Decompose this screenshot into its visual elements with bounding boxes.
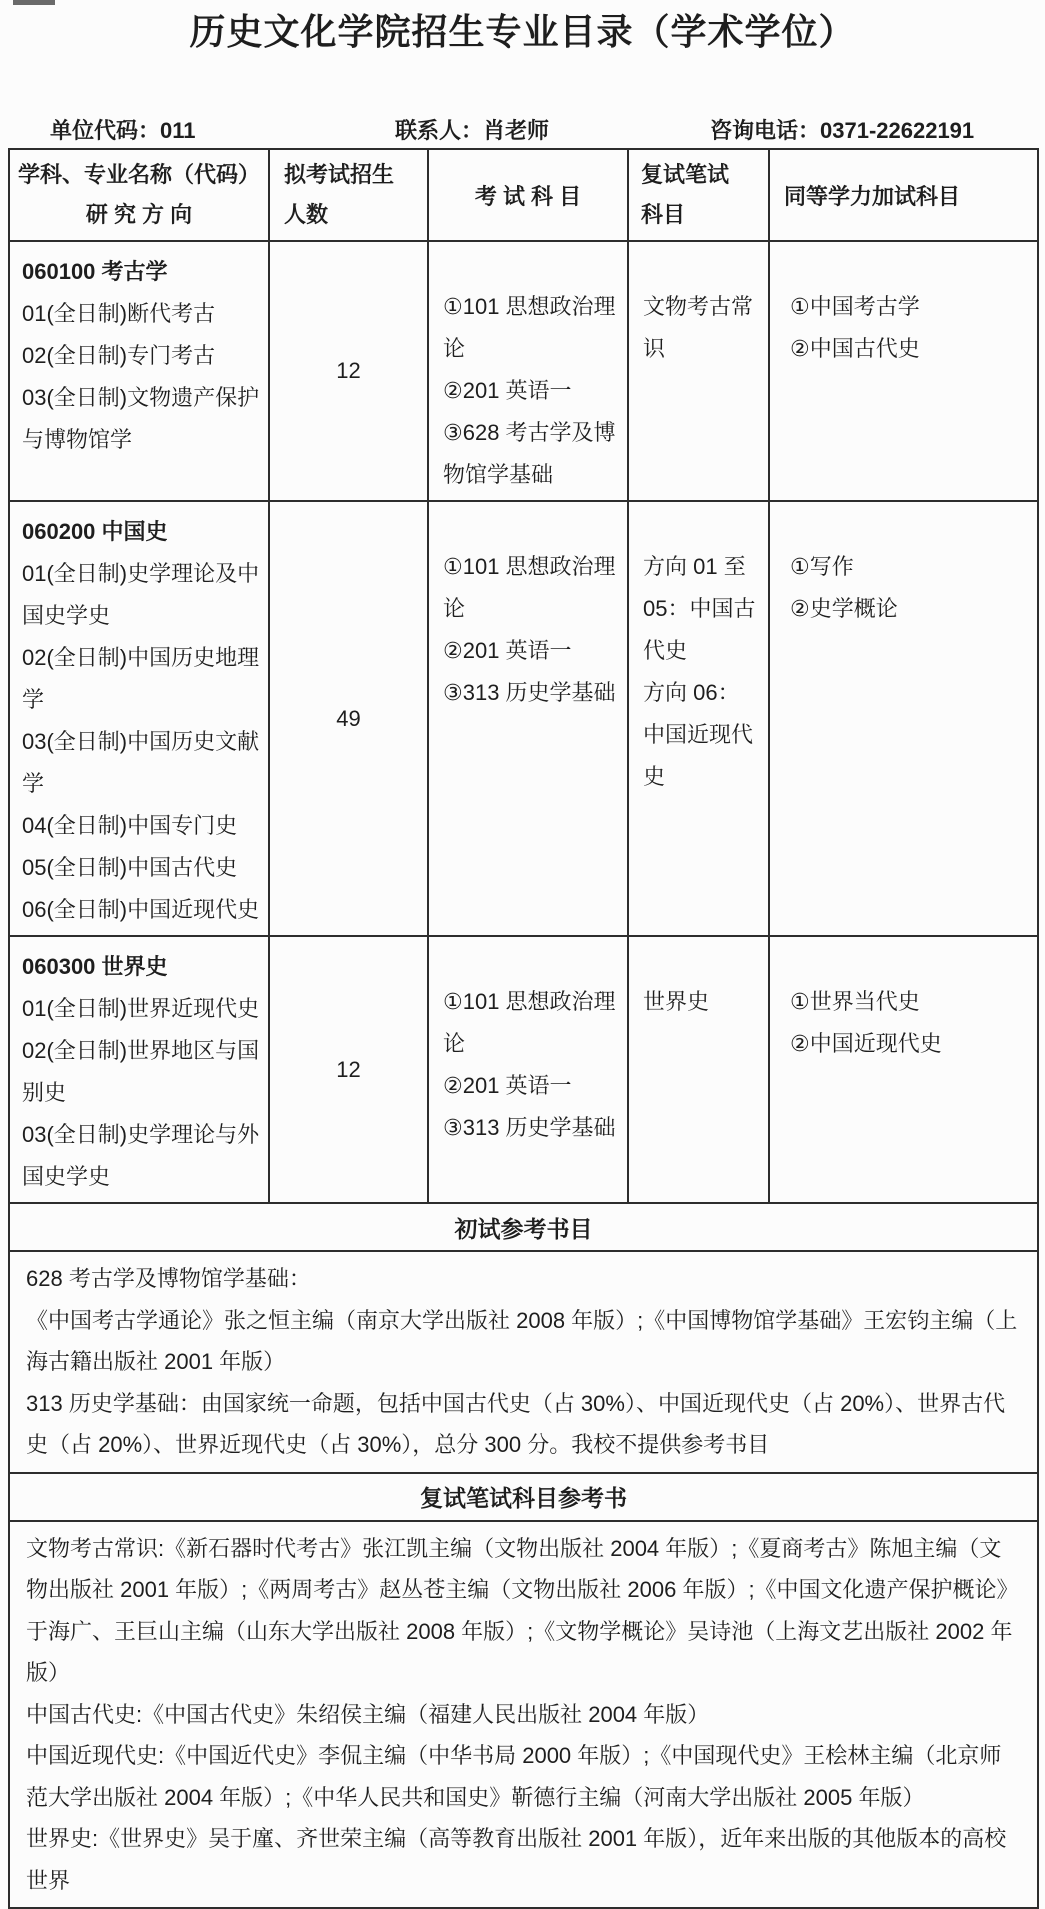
exam-subject-item: ③313 历史学基础 [443, 680, 616, 705]
retest-subject-item: 文物考古常识 [643, 294, 754, 361]
additional-subject-list [790, 286, 1027, 370]
page-title: 历史文化学院招生专业目录（学术学位） [189, 11, 856, 52]
contact-person: 联系人：肖老师 [395, 118, 550, 143]
initial-exam-bibliography-title: 初试参考书目 [9, 1203, 1038, 1251]
exam-subject-item: ①101 思想政治理论 [443, 989, 616, 1056]
direction-item: 02(全日制)专门考古 [22, 343, 216, 368]
direction-item: 05(全日制)中国古代史 [22, 855, 238, 880]
exam-subject-item: ③628 考古学及博物馆学基础 [443, 420, 616, 487]
program-name-cell [9, 936, 269, 1203]
header-discipline [9, 149, 269, 241]
retest-bibliography-title: 复试笔试科目参考书 [9, 1473, 1038, 1521]
header-retest-line1: 复试笔试 [641, 162, 730, 187]
enrollment-cell: 12 [269, 936, 428, 1203]
bibliography-paragraph: 628 考古学及博物馆学基础： [26, 1266, 311, 1291]
additional-subject-item: ②史学概论 [790, 596, 898, 621]
header-retest-line2: 科目 [641, 202, 686, 227]
exam-subject-item: ②201 英语一 [443, 1073, 572, 1098]
direction-item: 06(全日制)中国近现代史 [22, 897, 260, 922]
bibliography-paragraph: 世界史:《世界史》吴于廑、齐世荣主编（高等教育出版社 2001 年版），近年来出版的其他版本的高校世界 [26, 1826, 1007, 1893]
exam-subject-item: ③313 历史学基础 [443, 1115, 616, 1140]
program-row-archaeology [9, 241, 1038, 501]
bibliography-paragraph: 313 历史学基础：由国家统一命题，包括中国古代史（占 30%）、中国近现代史（占 20%）、世界古代史（占 20%）、世界近现代史（占 30%），总分 300 分。我校不提供参考书目 [26, 1390, 1006, 1457]
contact-phone: 咨询电话：0371-22622191 [710, 118, 975, 143]
exam-subject-list [443, 286, 617, 496]
section-band-row [9, 1473, 1038, 1521]
retest-subject-item: 方向 01 至 05：中国古代史 [643, 554, 756, 663]
header-exam-subjects: 考 试 科 目 [428, 149, 628, 241]
retest-subject-list [643, 981, 760, 1023]
header-discipline-line2: 研 究 方 向 [85, 202, 193, 227]
program-code: 060200 中国史 [22, 519, 168, 544]
exam-subjects-cell [428, 241, 628, 501]
direction-list [22, 293, 260, 461]
section-band-row [9, 1203, 1038, 1251]
bibliography-paragraph-list [26, 1528, 1023, 1902]
admission-catalog-table [8, 148, 1039, 1909]
additional-subjects-cell [769, 241, 1038, 501]
retest-subject-cell [628, 501, 769, 936]
program-row-chinese-history [9, 501, 1038, 936]
exam-subject-list [443, 981, 617, 1149]
program-name-cell [9, 501, 269, 936]
enrollment-cell: 49 [269, 501, 428, 936]
direction-item: 01(全日制)世界近现代史 [22, 996, 260, 1021]
header-enrollment-line1: 拟考试招生 [284, 162, 395, 187]
additional-subject-item: ①写作 [790, 554, 854, 579]
program-name-cell [9, 241, 269, 501]
additional-subject-list [790, 546, 1027, 630]
header-enrollment [269, 149, 428, 241]
section-text-row [9, 1521, 1038, 1909]
direction-list [22, 988, 260, 1198]
retest-subject-item: 世界史 [643, 989, 710, 1014]
additional-subject-item: ②中国古代史 [790, 336, 920, 361]
exam-subject-item: ①101 思想政治理论 [443, 554, 616, 621]
direction-item: 03(全日制)史学理论与外国史学史 [22, 1122, 260, 1189]
contact-info-row [0, 114, 1045, 146]
bibliography-paragraph: 文物考古常识:《新石器时代考古》张江凯主编（文物出版社 2004 年版）;《夏商考古》陈旭主编（文物出版社 2001 年版）;《两周考古》赵丛苍主编（文物出版社 2006 年版）;《中国文化遗产保护概论》于海广、王巨山主编（山东大学出版社 2008 年版）;《文物学概论》吴诗池（上海文艺出版社 2002 年版） [26, 1535, 1019, 1685]
header-discipline-line1: 学科、专业名称（代码） [17, 162, 260, 187]
bibliography-paragraph-list [26, 1258, 1023, 1466]
exam-subject-list [443, 546, 617, 714]
header-retest-subjects [628, 149, 769, 241]
exam-subjects-cell [428, 501, 628, 936]
direction-item: 02(全日制)中国历史地理学 [22, 645, 260, 712]
exam-subjects-cell [428, 936, 628, 1203]
additional-subject-item: ①中国考古学 [790, 294, 920, 319]
retest-subject-cell [628, 241, 769, 501]
unit-code: 单位代码：011 [50, 118, 196, 143]
exam-subject-item: ①101 思想政治理论 [443, 294, 616, 361]
direction-item: 02(全日制)世界地区与国别史 [22, 1038, 260, 1105]
program-row-world-history [9, 936, 1038, 1203]
direction-item: 04(全日制)中国专门史 [22, 813, 238, 838]
direction-item: 01(全日制)史学理论及中国史学史 [22, 561, 260, 628]
retest-subject-list [643, 286, 760, 370]
header-additional-subjects: 同等学力加试科目 [769, 149, 1038, 241]
additional-subject-list [790, 981, 1027, 1065]
header-enrollment-line2: 人数 [284, 202, 329, 227]
additional-subject-item: ①世界当代史 [790, 989, 920, 1014]
retest-bibliography-text [9, 1521, 1038, 1909]
exam-subject-item: ②201 英语一 [443, 638, 572, 663]
section-text-row [9, 1251, 1038, 1473]
additional-subjects-cell [769, 936, 1038, 1203]
retest-subject-item: 方向 06：中国近现代史 [643, 680, 754, 789]
table-header-row [9, 149, 1038, 241]
program-code: 060300 世界史 [22, 954, 168, 979]
retest-subject-list [643, 546, 760, 798]
retest-subject-cell [628, 936, 769, 1203]
enrollment-cell: 12 [269, 241, 428, 501]
direction-item: 03(全日制)文物遗产保护与博物馆学 [22, 385, 260, 452]
direction-item: 03(全日制)中国历史文献学 [22, 729, 260, 796]
additional-subjects-cell [769, 501, 1038, 936]
additional-subject-item: ②中国近现代史 [790, 1031, 942, 1056]
initial-exam-bibliography-text [9, 1251, 1038, 1473]
bibliography-paragraph: 中国古代史:《中国古代史》朱绍侯主编（福建人民出版社 2004 年版） [26, 1701, 710, 1727]
program-code: 060100 考古学 [22, 259, 168, 284]
exam-subject-item: ②201 英语一 [443, 378, 572, 403]
direction-list [22, 553, 260, 931]
bibliography-paragraph: 《中国考古学通论》张之恒主编（南京大学出版社 2008 年版）;《中国博物馆学基础》王宏钧主编（上海古籍出版社 2001 年版） [26, 1307, 1018, 1374]
direction-item: 01(全日制)断代考古 [22, 301, 216, 326]
bibliography-paragraph: 中国近现代史:《中国近代史》李侃主编（中华书局 2000 年版）;《中国现代史》王桧林主编（北京师范大学出版社 2004 年版）;《中华人民共和国史》靳德行主编（河南大学出版社 2005 年版） [26, 1743, 1002, 1810]
